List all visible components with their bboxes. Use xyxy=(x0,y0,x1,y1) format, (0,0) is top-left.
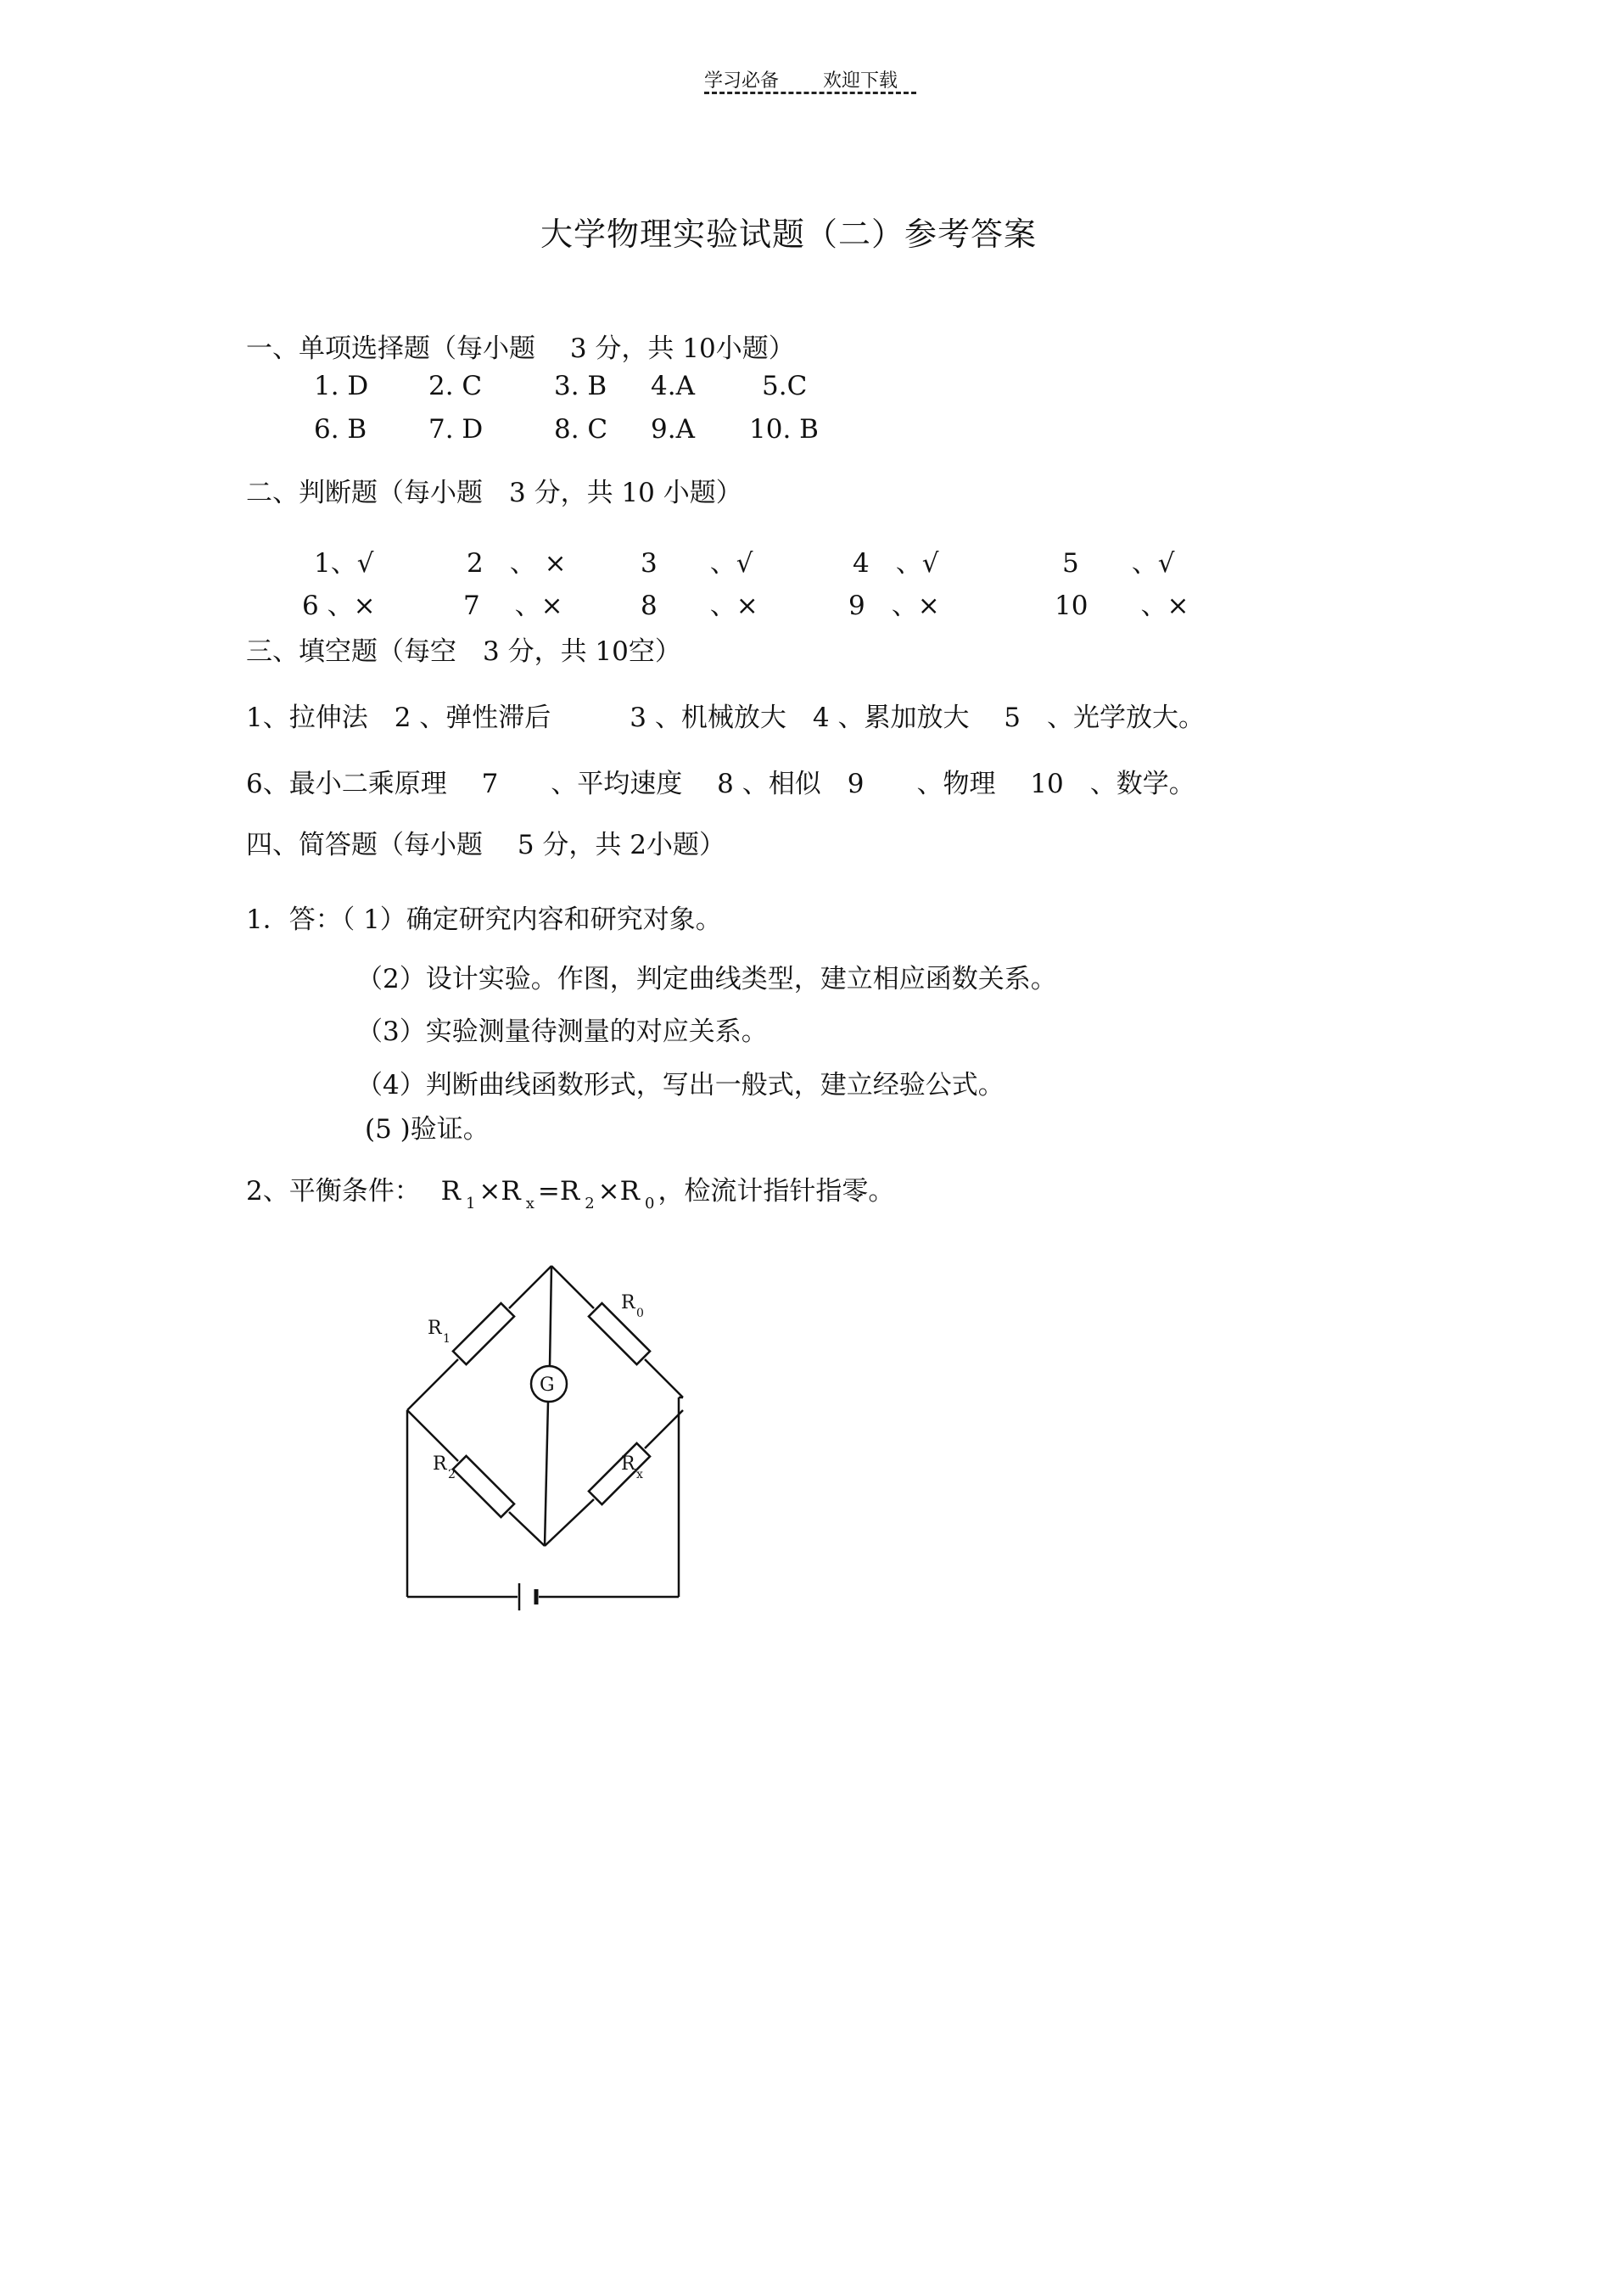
balance-condition-line xyxy=(246,1169,895,1212)
symbol-r0-sub: 0 xyxy=(644,1195,655,1212)
section2-answers-row1 xyxy=(314,541,1247,579)
label-r2: R xyxy=(433,1453,447,1475)
header-dashed-rule xyxy=(704,92,916,94)
label-r0: R xyxy=(621,1292,635,1313)
answer-item: 2 、 × xyxy=(467,548,567,579)
wire xyxy=(509,1266,551,1308)
section1-heading: 一、单项选择题（每小题 3 分，共 10小题） xyxy=(246,333,795,364)
document-title: 大学物理实验试题（二）参考答案 xyxy=(540,216,1038,253)
answer-item: 4 、√ xyxy=(853,548,939,579)
section2-heading: 二、判断题（每小题 3 分，共 10 小题） xyxy=(246,478,742,508)
answer-item: 8 、× xyxy=(641,591,758,621)
symbol-rx: R xyxy=(501,1176,521,1207)
answer-item: 6 、× xyxy=(302,591,376,621)
answer1-step: （3）实验测量待测量的对应关系。 xyxy=(356,1016,768,1047)
answer-item: 6. B xyxy=(314,414,367,445)
wheatstone-bridge-diagram xyxy=(390,1256,696,1612)
answer-item: 1、√ xyxy=(314,548,374,579)
symbol-rx-sub: x xyxy=(525,1195,534,1212)
symbol-r1: R xyxy=(440,1176,461,1207)
wire xyxy=(551,1266,594,1308)
section3-heading: 三、填空题（每空 3 分，共 10空） xyxy=(246,636,681,667)
page-header xyxy=(704,66,942,92)
section1-answers-row2 xyxy=(314,414,908,448)
section3-line1: 1、拉伸法 2 、弹性滞后 3 、机械放大 4 、累加放大 5 、光学放大。 xyxy=(246,703,1206,733)
answer-item: 7 、× xyxy=(463,591,563,621)
section4-heading: 四、简答题（每小题 5 分，共 2小题） xyxy=(246,830,726,860)
symbol-r2-sub: 2 xyxy=(585,1195,595,1212)
section2-answers-row2 xyxy=(302,584,1235,621)
answer-item: 9 、× xyxy=(848,591,940,621)
wire xyxy=(645,1410,683,1448)
symbol-r0: R xyxy=(619,1176,640,1207)
answer1-step: （2）设计实验。作图，判定曲线类型，建立相应函数关系。 xyxy=(356,964,1057,994)
answer-item: 5.C xyxy=(762,371,808,401)
equals-sign: = xyxy=(537,1176,560,1207)
label-rx: R xyxy=(621,1453,635,1475)
header-right-text: 欢迎下载 xyxy=(823,70,898,92)
wire xyxy=(545,1499,594,1546)
answer-item: 7. D xyxy=(428,414,484,445)
section3-line2: 6、最小二乘原理 7 、平均速度 8 、相似 9 、物理 10 、数学。 xyxy=(246,769,1195,799)
answer-item: 1. D xyxy=(314,371,369,401)
label-rx-sub: x xyxy=(636,1468,643,1481)
answer-item: 9.A xyxy=(651,414,695,445)
resistor-r1 xyxy=(453,1303,514,1364)
answer-item: 10. B xyxy=(749,414,819,445)
wire xyxy=(545,1402,548,1546)
answer1-label: 1．答：（ 1）确定研究内容和研究对象。 xyxy=(246,904,722,935)
answer1-step: （4）判断曲线函数形式，写出一般式，建立经验公式。 xyxy=(356,1070,1005,1100)
wire xyxy=(509,1512,545,1546)
header-left-text: 学习必备 xyxy=(704,70,780,92)
answer-item: 4.A xyxy=(651,371,695,401)
wire xyxy=(645,1359,683,1397)
wire xyxy=(550,1266,551,1366)
section1-answers-row1 xyxy=(314,371,908,405)
answer-item: 2. C xyxy=(428,371,483,401)
answer-item: 5 、√ xyxy=(1062,548,1175,579)
label-r0-sub: 0 xyxy=(636,1307,644,1320)
label-r2-sub: 2 xyxy=(448,1468,456,1481)
resistor-r2 xyxy=(453,1456,514,1517)
label-r1: R xyxy=(428,1318,442,1339)
answer-item: 8. C xyxy=(554,414,608,445)
symbol-r2: R xyxy=(559,1176,580,1207)
answer-item: 3 、√ xyxy=(641,548,753,579)
times-sign: × xyxy=(597,1176,620,1207)
symbol-r1-sub: 1 xyxy=(465,1195,476,1212)
answer1-step: (5 )验证。 xyxy=(365,1114,490,1145)
galvanometer-label: G xyxy=(540,1375,555,1396)
balance-prefix: 2、平衡条件： xyxy=(246,1176,421,1207)
times-sign: × xyxy=(479,1176,501,1207)
label-r1-sub: 1 xyxy=(443,1332,451,1346)
balance-suffix: ，检流计指针指零。 xyxy=(658,1176,895,1207)
answer-item: 3. B xyxy=(554,371,607,401)
wire xyxy=(407,1359,458,1410)
answer-item: 10 、× xyxy=(1055,591,1189,621)
